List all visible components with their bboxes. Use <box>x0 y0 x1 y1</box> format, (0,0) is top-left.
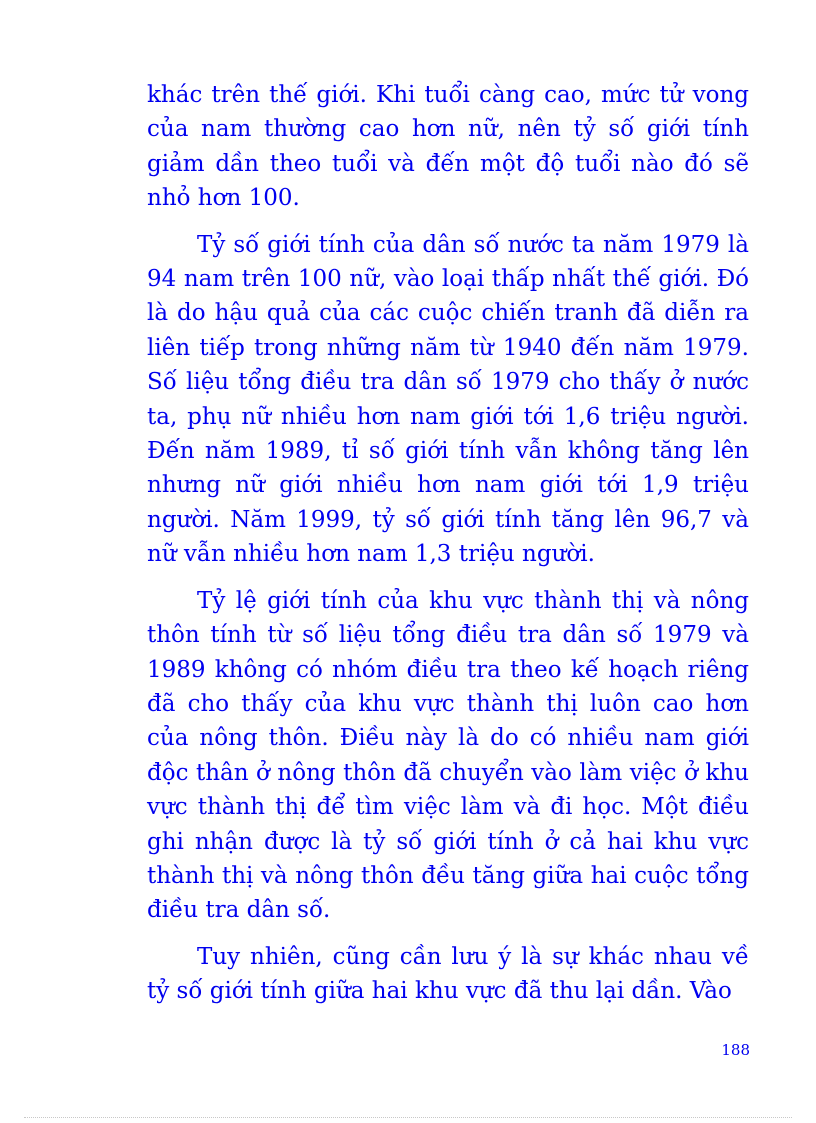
page-body <box>147 78 749 1021</box>
paragraph-2: Tỷ số giới tính của dân số nước ta năm 1979 là 94 nam trên 100 nữ, vào loại thấp nhất thế giới. Đó là do hậu quả của các cuộc chiến tranh đã diễn ra liên tiếp trong những năm từ 1940 đến năm 1979. Số liệu tổng điều tra dân số 1979 cho thấy ở nước ta, phụ nữ nhiều hơn nam giới tới 1,6 triệu người. Đến năm 1989, tỉ số giới tính vẫn không tăng lên nhưng nữ giới nhiều hơn nam giới tới 1,9 triệu người. Năm 1999, tỷ số giới tính tăng lên 96,7 và nữ vẫn nhiều hơn nam 1,3 triệu người. <box>147 231 749 568</box>
page-number: 188 <box>721 1041 750 1059</box>
paragraph-1: khác trên thế giới. Khi tuổi càng cao, mức tử vong của nam thường cao hơn nữ, nên tỷ số giới tính giảm dần theo tuổi và đến một độ tuổi nào đó sẽ nhỏ hơn 100. <box>147 82 749 212</box>
paragraph-3: Tỷ lệ giới tính của khu vực thành thị và nông thôn tính từ số liệu tổng điều tra dân số 1979 và 1989 không có nhóm điều tra theo kế hoạch riêng đã cho thấy của khu vực thành thị luôn cao hơn của nông thôn. Điều này là do có nhiều nam giới độc thân ở nông thôn đã chuyển vào làm việc ở khu vực thành thị để tìm việc làm và đi học. Một điều ghi nhận được là tỷ số giới tính ở cả hai khu vực thành thị và nông thôn đều tăng giữa hai cuộc tổng điều tra dân số. <box>147 587 749 924</box>
paragraph-4: Tuy nhiên, cũng cần lưu ý là sự khác nhau về tỷ số giới tính giữa hai khu vực đã thu lại dần. Vào <box>147 943 749 1005</box>
bottom-divider <box>24 1117 792 1118</box>
